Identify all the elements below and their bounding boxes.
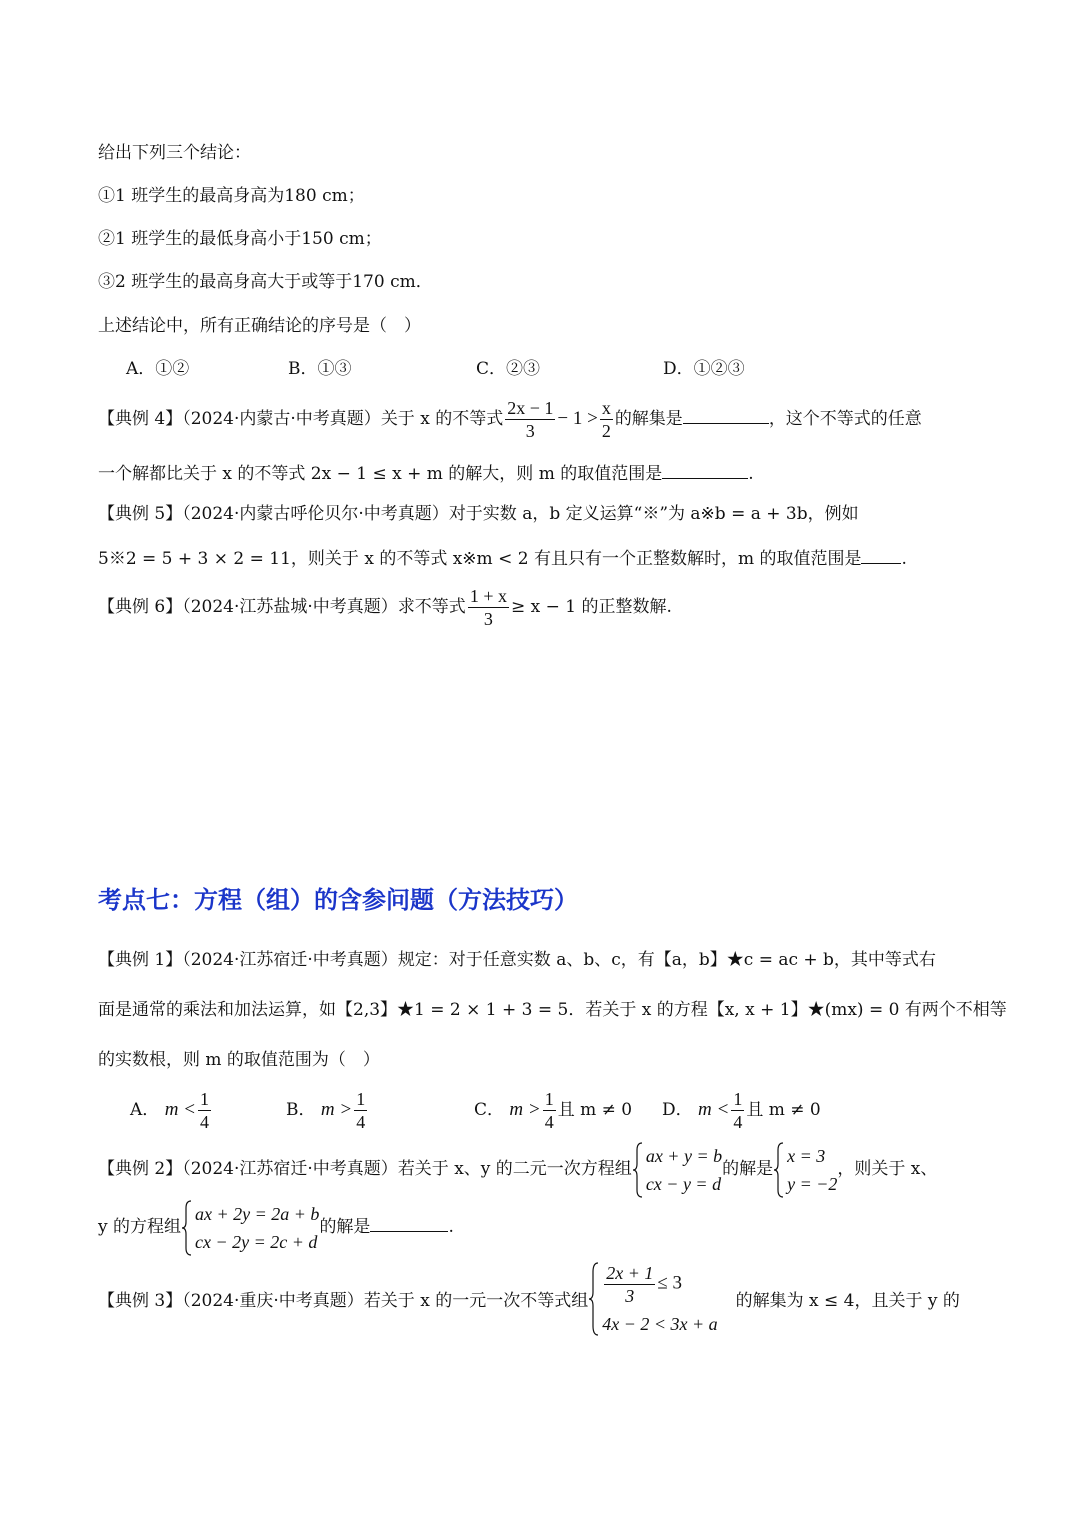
fraction-denominator: 3 [483, 609, 493, 629]
option-b: B．①③ [288, 359, 352, 379]
math-expression: − 1 > [557, 408, 598, 429]
s7-example-3-text-b: 的解集为 x ≤ 4，且关于 y 的 [735, 1291, 960, 1311]
s7-example-2-line-1 [98, 1140, 937, 1198]
option-c: C．②③ [476, 359, 541, 379]
period: . [901, 549, 907, 569]
example-4-tag: 【典例 4】 [98, 409, 183, 429]
option-label: B． [286, 1100, 316, 1120]
fraction-denominator: 4 [544, 1112, 554, 1132]
option-a: A．①② [126, 359, 190, 379]
example-5-source: （2024·内蒙古呼伦贝尔·中考真题） [182, 504, 449, 524]
s7-example-1-source: （2024·江苏宿迁·中考真题） [182, 950, 398, 970]
example-6-text-b: ≥ x − 1 的正整数解. [510, 597, 672, 617]
s7-example-3-text-a: 若关于 x 的一元一次不等式组 [363, 1291, 589, 1311]
equation-row: y = −2 [787, 1173, 838, 1194]
period: . [748, 464, 754, 484]
fraction [600, 397, 613, 442]
example-4-text-a: 关于 x 的不等式 [380, 409, 504, 429]
equation-row: cx − 2y = 2c + d [195, 1231, 318, 1252]
s7-example-1-line-2: 面是通常的乘法和加法运算，如【2,3】★1 = 2 × 1 + 3 = 5．若关于 x 的方程【x, x + 1】★(mx) = 0 有两个不相等 [98, 1000, 1007, 1020]
example-4-line-2 [98, 462, 754, 485]
equation-row: ax + y = b [645, 1145, 723, 1166]
s7-example-1-tag: 【典例 1】 [98, 950, 183, 970]
option-label: D． [662, 1100, 693, 1120]
math-expression: m > [509, 1099, 541, 1120]
conclusion-2: ②1 班学生的最低身高小于150 cm； [98, 229, 382, 249]
s7-example-2-source: （2024·江苏宿迁·中考真题） [182, 1159, 398, 1179]
conclusion-3: ③2 班学生的最高身高大于或等于170 cm． [98, 272, 433, 292]
example-4-source: （2024·内蒙古·中考真题） [182, 409, 381, 429]
answer-blank[interactable] [662, 462, 748, 479]
math-expression: m < [164, 1099, 196, 1120]
s7-example-2-text-e: 的解是 [319, 1217, 371, 1237]
equation-system [181, 1200, 319, 1256]
s7-example-3-tag: 【典例 3】 [98, 1291, 183, 1311]
equation-row: x = 3 [787, 1145, 826, 1166]
intro-text: 给出下列三个结论： [98, 143, 251, 163]
fraction-denominator: 4 [733, 1112, 743, 1132]
brace-icon [588, 1262, 600, 1336]
fraction [354, 1088, 367, 1133]
fraction-numerator: 1 [733, 1089, 743, 1109]
example-4-text-c: ，这个不等式的任意 [768, 409, 922, 429]
math-expression: ≤ 3 [657, 1272, 683, 1294]
s7-example-1-line-1 [98, 949, 936, 971]
s7-example-1-line-3: 的实数根，则 m 的取值范围为（ ） [98, 1050, 380, 1070]
fraction-numerator: 1 [356, 1089, 366, 1109]
section-title: 考点七：方程（组）的含参问题（方法技巧） [98, 886, 578, 914]
example-6-tag: 【典例 6】 [98, 597, 183, 617]
fraction-denominator: 4 [199, 1112, 209, 1132]
fraction-denominator: 3 [625, 1286, 635, 1306]
period: . [448, 1217, 454, 1237]
s7-example-3-line-1 [98, 1262, 960, 1341]
fraction-denominator: 4 [356, 1112, 366, 1132]
option-d: D．①②③ [663, 359, 745, 379]
equation-row: cx − y = d [645, 1173, 722, 1194]
solution-system [773, 1142, 837, 1198]
example-6-source: （2024·江苏盐城·中考真题） [182, 597, 398, 617]
s7-option-a [130, 1088, 213, 1133]
fraction-numerator: 2x + 1 [606, 1263, 654, 1283]
fraction-denominator: 2 [601, 421, 611, 441]
example-5-line-2 [98, 547, 907, 570]
answer-blank[interactable] [861, 547, 901, 564]
equation-system [632, 1142, 722, 1198]
fraction [731, 1088, 744, 1133]
fraction [604, 1262, 655, 1307]
s7-example-2-text-b: 的解是 [722, 1159, 774, 1179]
fraction [198, 1088, 211, 1133]
s7-option-d [662, 1088, 821, 1133]
math-expression: m > [320, 1099, 353, 1120]
s7-example-1-text-a: 规定：对于任意实数 a、b、c，有【a，b】★c = ac + b，其中等式右 [397, 950, 936, 970]
fraction [468, 585, 509, 630]
conclusion-1: ①1 班学生的最高身高为180 cm； [98, 186, 365, 206]
fraction [505, 397, 555, 442]
s7-example-2-text-c: ，则关于 x、 [837, 1159, 938, 1179]
s7-example-2-line-2 [98, 1198, 454, 1256]
s7-option-c [474, 1088, 632, 1133]
inequality-row: 4x − 2 < 3x + a [602, 1314, 718, 1334]
example-5-tag: 【典例 5】 [98, 504, 183, 524]
math-expression: m < [698, 1099, 730, 1120]
example-5-line-1 [98, 503, 859, 525]
example-4-line-1 [98, 397, 922, 442]
example-5-text-a: 对于实数 a，b 定义运算“※”为 a※b = a + 3b，例如 [448, 504, 859, 524]
example-4-text-d: 一个解都比关于 x 的不等式 2x − 1 ≤ x + m 的解大，则 m 的取值范围是 [98, 464, 663, 484]
s7-option-b [286, 1088, 369, 1133]
answer-blank[interactable] [683, 407, 769, 424]
example-4-text-b: 的解集是 [614, 409, 683, 429]
s7-example-2-text-d: y 的方程组 [98, 1217, 182, 1237]
inequality-system [588, 1262, 717, 1341]
example-5-text-b: 5※2 = 5 + 3 × 2 = 11，则关于 x 的不等式 x※m < 2 有且只有一个正整数解时，m 的取值范围是 [98, 549, 862, 569]
fraction-numerator: x [601, 398, 611, 418]
fraction-numerator: 2x − 1 [507, 398, 554, 418]
fraction-numerator: 1 [544, 1089, 554, 1109]
option-suffix: 且 m ≠ 0 [557, 1100, 633, 1120]
s7-example-2-tag: 【典例 2】 [98, 1159, 183, 1179]
fraction-numerator: 1 [199, 1089, 209, 1109]
example-6-text-a: 求不等式 [397, 597, 466, 617]
s7-example-2-text-a: 若关于 x、y 的二元一次方程组 [397, 1159, 632, 1179]
example-6-line [98, 585, 672, 630]
fraction-numerator: 1 + x [469, 586, 507, 606]
answer-blank[interactable] [370, 1215, 448, 1232]
question-text: 上述结论中，所有正确结论的序号是（ ） [98, 316, 421, 336]
option-suffix: 且 m ≠ 0 [746, 1100, 821, 1120]
fraction-denominator: 3 [525, 421, 535, 441]
brace-icon [773, 1142, 785, 1198]
equation-row: ax + 2y = 2a + b [195, 1203, 320, 1224]
option-label: C． [474, 1100, 505, 1120]
brace-icon [181, 1200, 193, 1256]
s7-example-3-source: （2024·重庆·中考真题） [182, 1291, 364, 1311]
fraction [543, 1088, 556, 1133]
option-label: A． [130, 1100, 160, 1120]
inequality-row [602, 1262, 717, 1307]
brace-icon [632, 1142, 644, 1198]
